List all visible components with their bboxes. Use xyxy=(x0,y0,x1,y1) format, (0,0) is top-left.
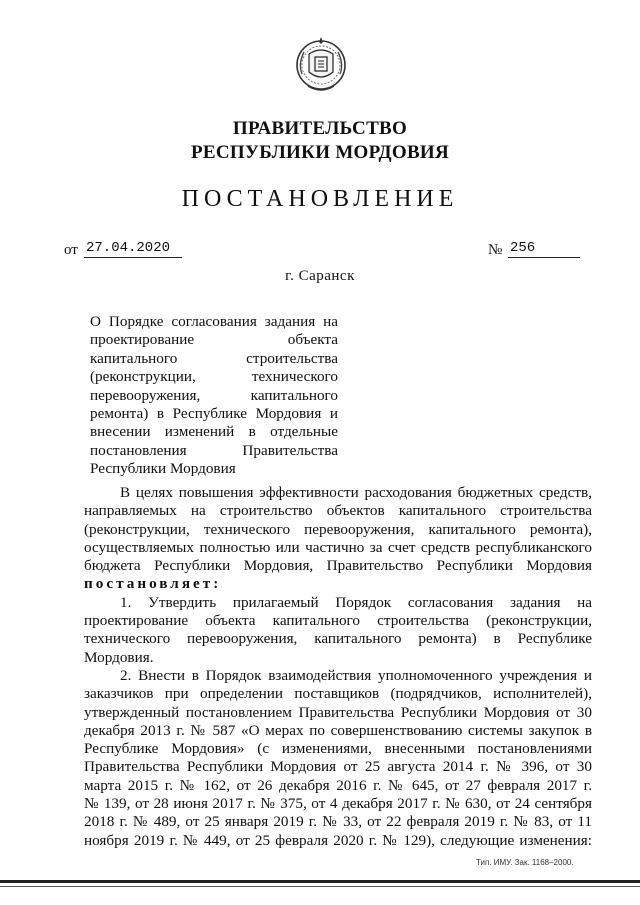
body-line: Мордовия. xyxy=(84,648,154,666)
body-line: Республике Мордовия» (с изменениями, внесенными постановлениями xyxy=(84,740,592,758)
subject-line: ремонта) в Республике Мордовия и xyxy=(90,404,338,422)
body-line: 2018 г. № 489, от 25 января 2019 г. № 33, от 22 февраля 2019 г. № 83, от 11 xyxy=(84,813,592,831)
body-line: утвержденный постановлением Правительства Республики Мордовия от 30 xyxy=(84,703,592,721)
body-line: направляемых на строительство объектов капитального строительства xyxy=(84,502,592,520)
body-line: В целях повышения эффективности расходования бюджетных средств, xyxy=(120,484,592,501)
body-line: 2. Внести в Порядок взаимодействия уполномоченного учреждения и xyxy=(120,666,592,684)
body-line: марта 2015 г. № 162, от 26 декабря 2016 г. № 645, от 27 февраля 2017 г. xyxy=(84,776,592,794)
body-line: проектирование объекта капитального строительства (реконструкции, xyxy=(84,612,592,630)
document-number: 256 xyxy=(508,240,580,258)
body-line: Правительства Республики Мордовия от 25 августа 2014 г. № 396, от 30 xyxy=(84,758,592,776)
subject-line: (реконструкции, технического xyxy=(90,368,338,386)
document-type-title: ПОСТАНОВЛЕНИЕ xyxy=(181,186,459,212)
body-line: осуществляемых полностью или частично за счет средств республиканского xyxy=(84,538,592,556)
organization-line-2: РЕСПУБЛИКИ МОРДОВИЯ xyxy=(190,142,450,163)
date-label: от xyxy=(64,242,78,258)
body-line: декабря 2013 г. № 587 «О мерах по совершенствованию системы закупок в xyxy=(84,721,592,739)
subject-line: постановления Правительства xyxy=(90,441,338,459)
footer-divider xyxy=(0,886,640,887)
resolution-word: постановляет: xyxy=(84,575,222,593)
footer-divider xyxy=(0,880,640,883)
body-line: ноября 2019 г. № 449, от 25 февраля 2020 г. № 129), следующие изменения: xyxy=(84,831,592,849)
body-line: заказчиков при определении поставщиков (подрядчиков, исполнителей), xyxy=(84,685,592,703)
coat-of-arms-icon xyxy=(294,34,348,98)
print-mark: Тип. ИМУ. Зак. 1168–2000. xyxy=(476,858,574,867)
body-line: (реконструкции, технического перевооружения, капитального ремонта), xyxy=(84,520,592,538)
body-line: № 139, от 28 июня 2017 г. № 375, от 4 декабря 2017 г. № 630, от 24 сентября xyxy=(84,795,592,813)
subject-line: Республики Мордовия xyxy=(90,460,236,478)
subject-line: проектирование объекта xyxy=(90,331,338,349)
city: г. Саранск xyxy=(285,268,355,284)
body-line: 1. Утвердить прилагаемый Порядок согласования задания на xyxy=(120,593,592,611)
document-date: 27.04.2020 xyxy=(84,240,182,258)
body-line: бюджета Республики Мордовия, Правительство Республики Мордовия xyxy=(84,557,592,575)
body-line: технического перевооружения, капитального ремонта) в Республике xyxy=(84,630,592,648)
subject-line: капитального строительства xyxy=(90,349,338,367)
subject-line: О Порядке согласования задания на xyxy=(90,313,338,330)
subject-line: внесении изменений в отдельные xyxy=(90,423,338,441)
organization-line-1: ПРАВИТЕЛЬСТВО xyxy=(232,118,408,139)
document-body xyxy=(84,484,592,850)
document-subject xyxy=(90,313,338,479)
subject-line: перевооружения, капитального xyxy=(90,386,338,404)
number-label: № xyxy=(488,242,503,258)
